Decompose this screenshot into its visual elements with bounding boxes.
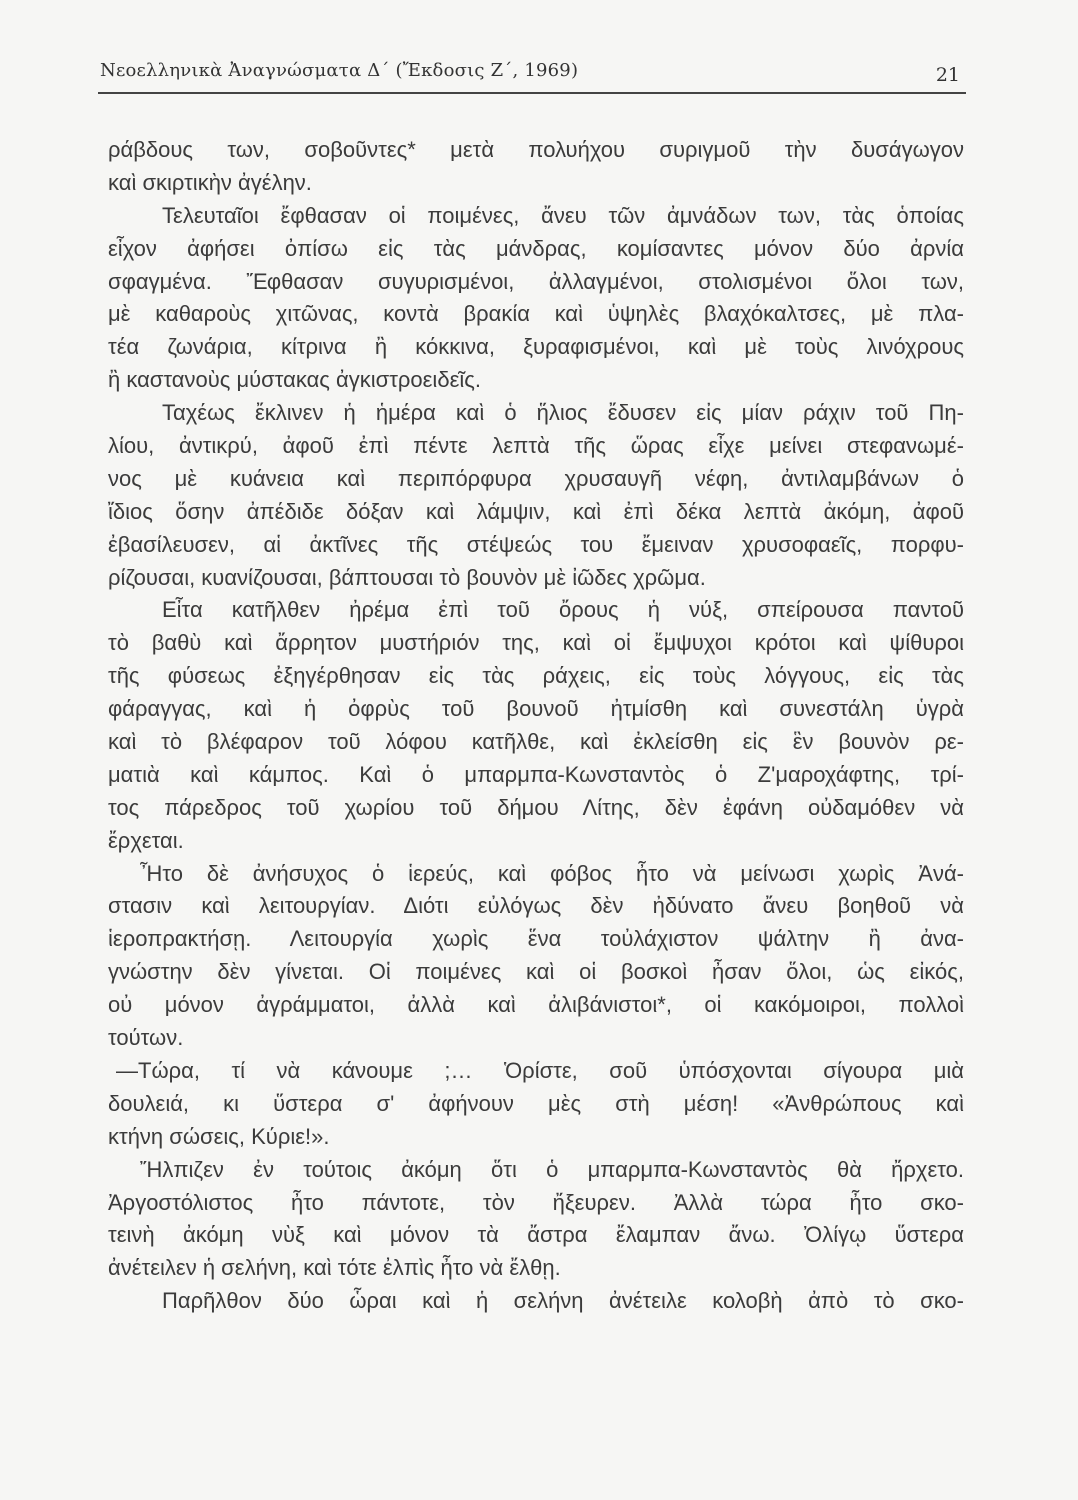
paragraph [108, 1154, 964, 1286]
text-line: τέα ζωνάρια, κίτρινα ἢ κόκκινα, ξυραφισμένοι, καὶ μὲ τοὺς λινόχρους [108, 334, 964, 360]
text-line: Ἦτο δὲ ἀνήσυχος ὁ ἱερεύς, καὶ φόβος ἦτο νὰ μείνωσι χωρὶς Ἀνά- [140, 860, 964, 886]
text-line: ἔρχεται. [108, 827, 184, 853]
paragraph [108, 200, 964, 397]
paragraph [108, 1285, 964, 1318]
text-line: δουλειά, κι ὕστερα σ' ἀφήνουν μὲς στὴ μέση! «Ἀνθρώπους καὶ [108, 1090, 964, 1116]
text-line: τῆς φύσεως ἐξηγέρθησαν εἰς τὰς ράχεις, εἰς τοὺς λόγγους, εἰς τὰς [108, 663, 964, 689]
text-line: μὲ καθαροὺς χιτῶνας, κοντὰ βρακία καὶ ὑψηλὲς βλαχόκαλτσες, μὲ πλα- [108, 301, 964, 327]
text-line: τούτων. [108, 1025, 184, 1051]
text-line: λίου, ἀντικρύ, ἀφοῦ ἐπὶ πέντε λεπτὰ τῆς ὥρας εἶχε μείνει στεφανωμέ- [108, 433, 964, 459]
paragraph [108, 1055, 964, 1154]
page-number: 21 [935, 64, 960, 86]
header-rule [98, 92, 966, 94]
text-line: Ἀργοστόλιστος ἦτο πάντοτε, τὸν ἤξευρεν. Ἀλλὰ τώρα ἦτο σκο- [108, 1189, 964, 1215]
paragraph [108, 594, 964, 857]
text-line: εἶχον ἀφήσει ὀπίσω εἰς τὰς μάνδρας, κομίσαντες μόνον δύο ἀρνία [108, 235, 964, 261]
text-line: καὶ τὸ βλέφαρον τοῦ λόφου κατῆλθε, καὶ ἐκλείσθη εἰς ἓν βουνὸν ρε- [108, 729, 964, 755]
paragraph [108, 397, 964, 594]
text-line: ἴδιος ὅσην ἀπέδιδε δόξαν καὶ λάμψιν, καὶ ἐπὶ δέκα λεπτὰ ἀκόμη, ἀφοῦ [108, 498, 964, 524]
paragraph [108, 858, 964, 1055]
text-line: τὸ βαθὺ καὶ ἄρρητον μυστήριόν της, καὶ οἱ ἔμψυχοι κρότοι καὶ ψίθυροι [108, 630, 964, 656]
text-line: Ταχέως ἔκλινεν ἡ ἡμέρα καὶ ὁ ἥλιος ἔδυσεν εἰς μίαν ράχιν τοῦ Πη- [162, 400, 964, 426]
text-line: στασιν καὶ λειτουργίαν. Διότι εὐλόγως δὲν ἠδύνατο ἄνευ βοηθοῦ νὰ [108, 893, 964, 919]
running-title: Νεοελληνικὰ Ἀναγνώσματα Δ΄ (Ἔκδοσις Ζ΄, 1969) [100, 60, 579, 81]
text-line: ράβδους των, σοβοῦντες* μετὰ πολυήχου συριγμοῦ τὴν δυσάγωγον [108, 137, 964, 162]
text-line: ματιὰ καὶ κάμπος. Καὶ ὁ μπαρμπα-Κωνσταντὸς ὁ Ζ'μαροχάφτης, τρί- [108, 761, 964, 787]
text-line: καὶ σκιρτικὴν ἀγέλην. [108, 169, 312, 195]
running-header [100, 56, 966, 86]
text-line: Τελευταῖοι ἔφθασαν οἱ ποιμένες, ἄνευ τῶν ἀμνάδων των, τὰς ὁποίας [162, 202, 964, 228]
text-line: ἱεροπρακτήσῃ. Λειτουργία χωρὶς ἕνα τοὐλάχιστον ψάλτην ἢ ἀνα- [108, 926, 964, 952]
text-line: —Τώρα, τί νὰ κάνουμε ;… Ὁρίστε, σοῦ ὑπόσχονται σίγουρα μιὰ [116, 1057, 964, 1083]
text-line: Ἤλπιζεν ἐν τούτοις ἀκόμη ὅτι ὁ μπαρμπα-Κωνσταντὸς θὰ ἤρχετο. [140, 1156, 964, 1182]
body-text [108, 134, 964, 1318]
text-line: οὐ μόνον ἀγράμματοι, ἀλλὰ καὶ ἀλιβάνιστοι*, οἱ κακόμοιροι, πολλοὶ [108, 992, 964, 1018]
text-line: σφαγμένα. Ἔφθασαν συγυρισμένοι, ἀλλαγμένοι, στολισμένοι ὅλοι των, [108, 268, 964, 294]
text-line: ἀνέτειλεν ἡ σελήνη, καὶ τότε ἐλπὶς ἦτο νὰ ἔλθῃ. [108, 1255, 561, 1281]
text-line: ἢ καστανοὺς μύστακας ἀγκιστροειδεῖς. [108, 367, 481, 393]
text-line: Εἶτα κατῆλθεν ἠρέμα ἐπὶ τοῦ ὄρους ἡ νύξ, σπείρουσα παντοῦ [162, 597, 964, 623]
text-line: νος μὲ κυάνεια καὶ περιπόρφυρα χρυσαυγῆ νέφη, ἀντιλαμβάνων ὁ [108, 465, 964, 491]
text-line: τος πάρεδρος τοῦ χωρίου τοῦ δήμου Λίτης, δὲν ἐφάνη οὐδαμόθεν νὰ [108, 794, 964, 820]
text-line: κτήνη σώσεις, Κύριε!». [108, 1123, 330, 1149]
text-line: γνώστην δὲν γίνεται. Οἱ ποιμένες καὶ οἱ βοσκοὶ ἦσαν ὅλοι, ὡς εἰκός, [108, 959, 964, 985]
text-line: τεινὴ ἀκόμη νὺξ καὶ μόνον τὰ ἄστρα ἔλαμπαν ἄνω. Ὀλίγῳ ὕστερα [108, 1222, 964, 1248]
text-line: Παρῆλθον δύο ὧραι καὶ ἡ σελήνη ἀνέτειλε κολοβὴ ἀπὸ τὸ σκο- [162, 1288, 964, 1314]
paragraph [108, 134, 964, 200]
text-line: φάραγγας, καὶ ἡ ὀφρὺς τοῦ βουνοῦ ἠτμίσθη καὶ συνεστάλη ὑγρὰ [108, 696, 964, 722]
text-line: ἐβασίλευσεν, αἱ ἀκτῖνες τῆς στέψεώς του ἔμειναν χρυσοφαεῖς, πορφυ- [108, 531, 964, 557]
text-line: ρίζουσαι, κυανίζουσαι, βάπτουσαι τὸ βουνὸν μὲ ἰῶδες χρῶμα. [108, 564, 706, 590]
